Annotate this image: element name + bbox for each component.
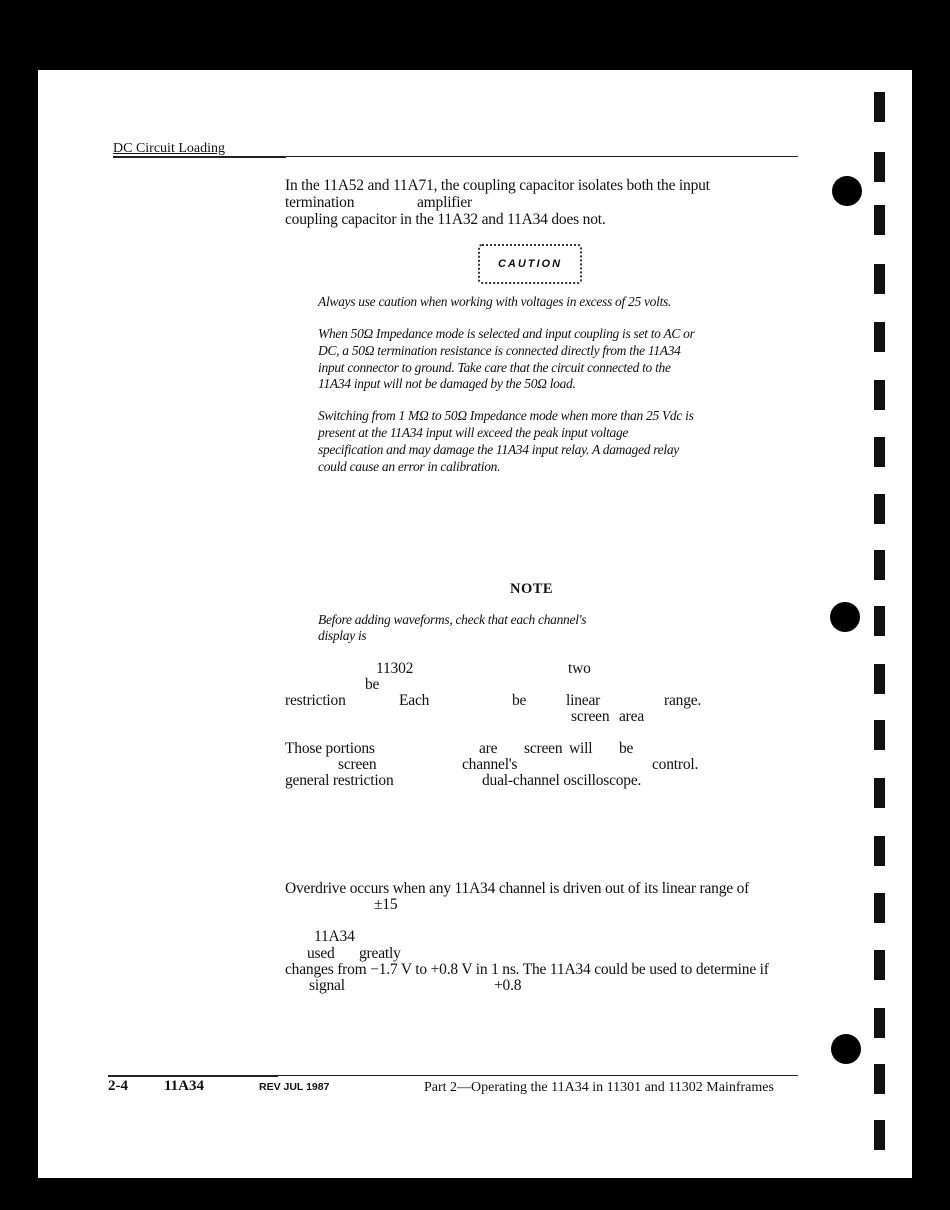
- overdrive-line-3: 11A34: [314, 928, 355, 945]
- note-title: NOTE: [510, 581, 554, 597]
- binder-hole: [832, 176, 862, 206]
- footer-rule-accent: [108, 1075, 278, 1077]
- frag2-word: general restriction: [285, 772, 394, 789]
- caution-p1: Always use caution when working with voltages in excess of 25 volts.: [318, 294, 672, 309]
- caution-label: CAUTION: [478, 244, 582, 284]
- caution-p2-l2: DC, a 50Ω termination resistance is connected directly from the 11A34: [318, 343, 681, 358]
- registration-mark: [874, 494, 885, 524]
- registration-mark: [874, 836, 885, 866]
- document-page: [38, 70, 912, 1178]
- registration-mark: [874, 322, 885, 352]
- intro-line-2a: termination: [285, 194, 355, 211]
- registration-mark: [874, 1064, 885, 1094]
- registration-mark: [874, 778, 885, 808]
- registration-mark: [874, 606, 885, 636]
- binder-hole: [831, 1034, 861, 1064]
- registration-mark: [874, 92, 885, 122]
- intro-line-3: coupling capacitor in the 11A32 and 11A34 does not.: [285, 211, 606, 228]
- overdrive-line-2: ±15: [374, 896, 398, 913]
- caution-p3-l2: present at the 11A34 input will exceed the peak input voltage: [318, 425, 629, 440]
- footer-revision: REV JUL 1987: [259, 1081, 330, 1093]
- caution-p2-l4: 11A34 input will not be damaged by the 50Ω load.: [318, 376, 576, 391]
- registration-mark: [874, 720, 885, 750]
- registration-mark: [874, 205, 885, 235]
- frag1-word: two: [568, 660, 591, 677]
- caution-p2-l3: input connector to ground. Take care that the circuit connected to the: [318, 360, 671, 375]
- registration-mark: [874, 152, 885, 182]
- overdrive-line-5: changes from −1.7 V to +0.8 V in 1 ns. The 11A34 could be used to determine if: [285, 961, 769, 978]
- frag1-word: area: [619, 708, 645, 725]
- registration-mark: [874, 437, 885, 467]
- running-header: DC Circuit Loading: [113, 141, 225, 156]
- frag2-word: control.: [652, 756, 699, 773]
- frag2-word: are: [479, 740, 498, 757]
- intro-line-1: In the 11A52 and 11A71, the coupling capacitor isolates both the input: [285, 177, 710, 194]
- header-rule-accent: [113, 156, 286, 158]
- frag2-word: be: [619, 740, 634, 757]
- frag1-word: range.: [664, 692, 702, 709]
- frag1-word: 11302: [376, 660, 414, 677]
- binder-hole: [830, 602, 860, 632]
- registration-mark: [874, 664, 885, 694]
- footer-page-number: 2-4: [108, 1078, 128, 1094]
- frag1-word: linear: [566, 692, 601, 709]
- registration-mark: [874, 950, 885, 980]
- frag2-word: will: [569, 740, 593, 757]
- footer-model: 11A34: [164, 1078, 205, 1094]
- frag1-word: be: [365, 676, 380, 693]
- registration-mark: [874, 264, 885, 294]
- frag2-word: Those portions: [285, 740, 375, 757]
- registration-mark: [874, 893, 885, 923]
- registration-mark: [874, 550, 885, 580]
- frag2-word: screen: [338, 756, 377, 773]
- registration-mark: [874, 380, 885, 410]
- frag2-word: dual-channel oscilloscope.: [482, 772, 642, 789]
- overdrive-line-4a: used: [307, 945, 335, 962]
- registration-mark: [874, 1008, 885, 1038]
- caution-p3-l1: Switching from 1 MΩ to 50Ω Impedance mode when more than 25 Vdc is: [318, 408, 694, 423]
- overdrive-line-4b: greatly: [359, 945, 401, 962]
- note-line-2: display is: [318, 628, 367, 643]
- footer-part-title: Part 2—Operating the 11A34 in 11301 and 11302 Mainframes: [424, 1080, 774, 1095]
- caution-p3-l3: specification and may damage the 11A34 input relay. A damaged relay: [318, 442, 679, 457]
- intro-line-2b: amplifier: [417, 194, 473, 211]
- overdrive-line-6b: +0.8: [494, 977, 522, 994]
- overdrive-line-1: Overdrive occurs when any 11A34 channel is driven out of its linear range of: [285, 880, 750, 897]
- frag2-word: channel's: [462, 756, 518, 773]
- frag1-word: screen: [571, 708, 610, 725]
- frag1-word: Each: [399, 692, 430, 709]
- caution-p2-l1: When 50Ω Impedance mode is selected and input coupling is set to AC or: [318, 326, 695, 341]
- frag1-word: restriction: [285, 692, 346, 709]
- caution-p3-l4: could cause an error in calibration.: [318, 459, 501, 474]
- frag2-word: screen: [524, 740, 563, 757]
- note-line-1: Before adding waveforms, check that each channel's: [318, 612, 587, 627]
- frag1-word: be: [512, 692, 527, 709]
- registration-mark: [874, 1120, 885, 1150]
- overdrive-line-6a: signal: [309, 977, 345, 994]
